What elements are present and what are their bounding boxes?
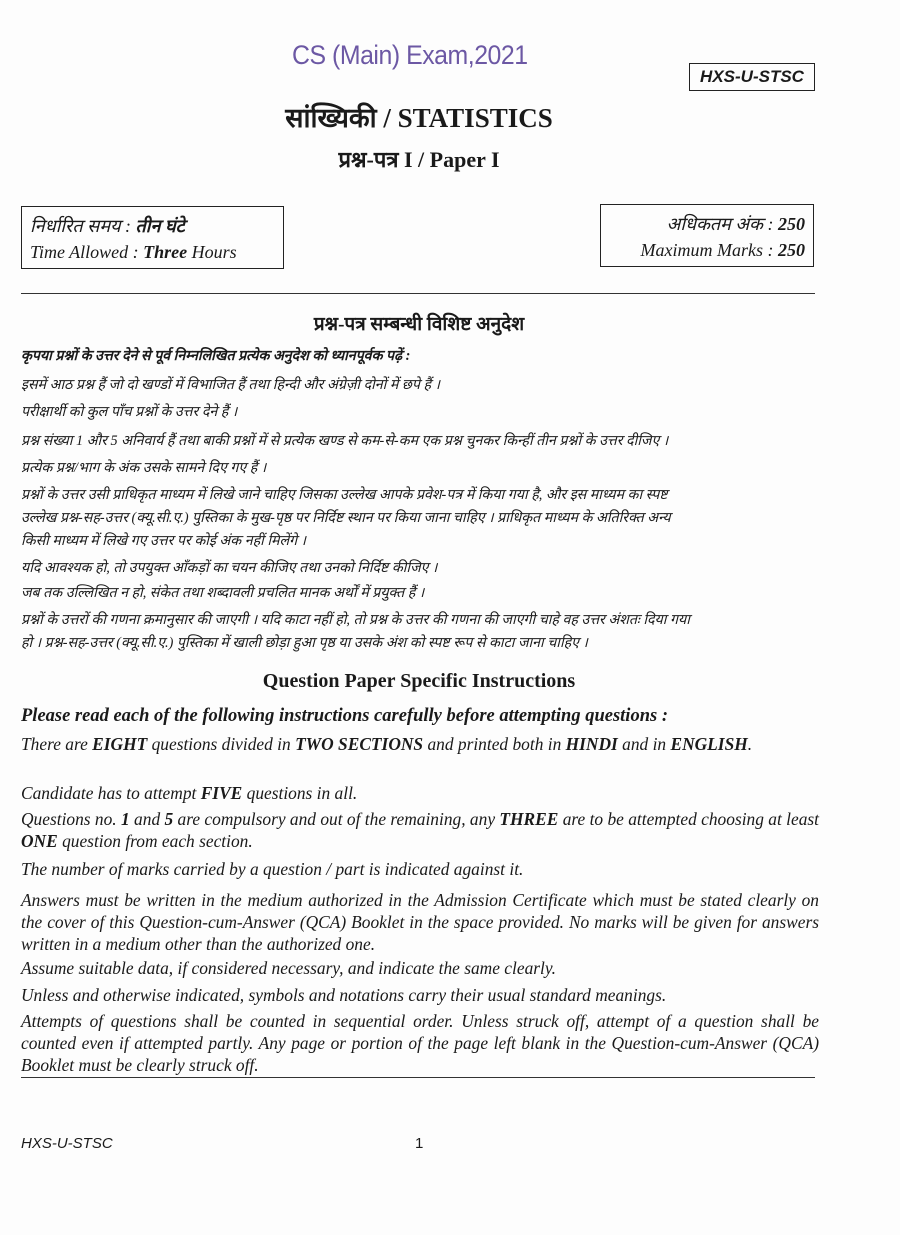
text: and in [617, 734, 671, 754]
maximum-marks-box [600, 204, 814, 267]
english-heading: Please read each of the following instructions carefully before attempting questions : [21, 706, 668, 726]
hindi-line: प्रश्नों के उत्तर उसी प्राधिकृत माध्यम में लिखे जाने चाहिए जिसका उल्लेख आपके प्रवेश-पत्र में किया गया है, और इस माध्यम का स्पष्ट [21, 487, 668, 503]
marks-hindi-label: अधिकतम अंक : [666, 214, 774, 234]
time-hindi [30, 213, 275, 239]
marks-english-value: 250 [778, 240, 805, 260]
text: Questions no. [21, 809, 121, 829]
text: and printed both in [423, 734, 566, 754]
hindi-line: उल्लेख प्रश्न-सह-उत्तर (क्यू.सी.ए.) पुस्तिका के मुख-पृष्ठ पर निर्दिष्ट स्थान पर किया जाना चाहिए । प्राधिकृत माध्यम के अतिरिक्त अन्य [21, 510, 671, 526]
hindi-line: जब तक उल्लिखित न हो, संकेत तथा शब्दावली प्रचलित मानक अर्थों में प्रयुक्त हैं । [21, 585, 425, 601]
time-hindi-label: निर्धारित समय : [30, 216, 132, 236]
time-english-value: Three [143, 242, 188, 262]
emphasis: HINDI [565, 734, 618, 754]
emphasis: 1 [121, 809, 130, 829]
text: and [129, 809, 165, 829]
marks-english-label: Maximum Marks : [640, 240, 774, 260]
footer-paper-code: HXS-U-STSC [21, 1135, 113, 1152]
hindi-line: किसी माध्यम में लिखे गए उत्तर पर कोई अंक नहीं मिलेंगे । [21, 533, 307, 549]
instruction-sections [21, 733, 819, 755]
time-hindi-value: तीन घंटे [135, 216, 185, 236]
hindi-instructions-title: प्रश्न-पत्र सम्बन्धी विशिष्ट अनुदेश [313, 314, 525, 335]
text: question from each section. [57, 831, 253, 851]
instruction-questions-count [21, 782, 819, 804]
text: questions divided in [147, 734, 296, 754]
emphasis: 5 [164, 809, 174, 829]
emphasis: THREE [499, 809, 559, 829]
page-number: 1 [415, 1135, 424, 1152]
text: Candidate has to attempt [21, 783, 201, 803]
english-instructions-title: Question Paper Specific Instructions [262, 670, 576, 692]
instruction-data: Assume suitable data, if considered necessary, and indicate the same clearly. [21, 958, 556, 978]
emphasis: ENGLISH [670, 734, 748, 754]
text: are compulsory and out of the remaining, any [173, 809, 500, 829]
top-divider [21, 293, 815, 294]
instruction-sequential: Attempts of questions shall be counted in sequential order. Unless struck off, attempt of a question shall be counted even if attempted partly. Any page or portion of the page left blank in the Question-cum-Answer (QCA) Booklet must be clearly struck off. [21, 1011, 819, 1075]
text: . [747, 734, 753, 754]
instruction-marks: The number of marks carried by a question / part is indicated against it. [21, 859, 524, 879]
marks-english [609, 237, 805, 263]
hindi-line: प्रश्न संख्या 1 और 5 अनिवार्य हैं तथा बाकी प्रश्नों में से प्रत्येक खण्ड से कम-से-कम एक प्रश्न चुनकर किन्हीं तीन प्रश्नों के उत्तर दीजिए । [21, 433, 669, 449]
text: There are [21, 734, 93, 754]
marks-hindi-value: 250 [778, 214, 805, 234]
emphasis: EIGHT [92, 734, 148, 754]
emphasis: ONE [21, 831, 58, 851]
marks-hindi [609, 211, 805, 237]
emphasis: FIVE [200, 783, 243, 803]
time-allowed-box [21, 206, 284, 269]
hindi-line: इसमें आठ प्रश्न हैं जो दो खण्डों में विभाजित हैं तथा हिन्दी और अंग्रेज़ी दोनों में छपे हैं । [21, 377, 440, 393]
time-english-label: Time Allowed : [30, 242, 139, 262]
paper-title: प्रश्न-पत्र I / Paper I [338, 147, 500, 172]
time-english [30, 239, 275, 265]
time-english-unit: Hours [191, 242, 237, 262]
instruction-symbols: Unless and otherwise indicated, symbols and notations carry their usual standard meanings. [21, 985, 667, 1005]
exam-stamp: CS (Main) Exam,2021 [292, 40, 528, 70]
hindi-line: हो । प्रश्न-सह-उत्तर (क्यू.सी.ए.) पुस्तिका में खाली छोड़ा हुआ पृष्ठ या उसके अंश को स्पष्ट रूप से काटा जाना चाहिए । [21, 635, 588, 651]
hindi-line: यदि आवश्यक हो, तो उपयुक्त आँकड़ों का चयन कीजिए तथा उनको निर्दिष्ट कीजिए । [21, 560, 438, 576]
hindi-heading: कृपया प्रश्नों के उत्तर देने से पूर्व निम्नलिखित प्रत्येक अनुदेश को ध्यानपूर्वक पढ़ें : [21, 348, 411, 364]
bottom-divider [21, 1077, 815, 1078]
text: are to be attempted choosing at least [558, 809, 819, 829]
hindi-line: प्रश्नों के उत्तरों की गणना क्रमानुसार की जाएगी । यदि काटा नहीं हो, तो प्रश्न के उत्तर की गणना की जाएगी चाहे वह उत्तर अंशतः दिया गया [21, 612, 690, 628]
subject-title: सांख्यिकी / STATISTICS [285, 103, 553, 133]
instruction-compulsory [21, 808, 819, 852]
paper-code-box: HXS-U-STSC [689, 63, 815, 91]
hindi-line: प्रत्येक प्रश्न/भाग के अंक उसके सामने दिए गए हैं । [21, 460, 267, 476]
instruction-medium: Answers must be written in the medium authorized in the Admission Certificate which must be stated clearly on the cover of this Question-cum-Answer (QCA) Booklet in the space provided. No marks will be given for answers written in a medium other than the authorized one. [21, 890, 819, 954]
hindi-line: परीक्षार्थी को कुल पाँच प्रश्नों के उत्तर देने हैं । [21, 404, 238, 420]
emphasis: TWO SECTIONS [295, 734, 424, 754]
text: questions in all. [242, 783, 358, 803]
